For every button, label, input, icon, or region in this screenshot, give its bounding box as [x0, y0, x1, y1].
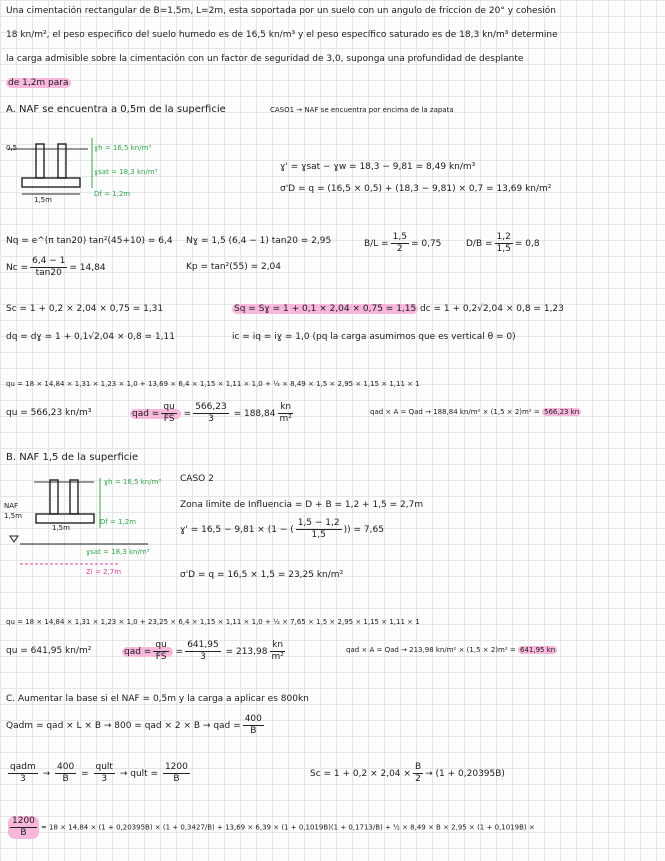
gamma-sat-label-a: ɣsat = 18,3 kn/m³ — [94, 168, 158, 176]
qult-eq: $\frac{\text{qadm}}{3}$ → $\frac{400}{B}$ = $\frac{\text{qult}}{3}$ → qult = $\frac{1200}{B}$ — [10, 762, 188, 784]
problem-line-3: la carga admisible sobre la cimentación con un factor de seguridad de 3,0, suponga una profundidad de desplante — [6, 54, 524, 64]
factor-kp: Kp = tan²(55) = 2,04 — [186, 262, 282, 272]
qu-value-a: qu = 566,23 kn/m³ — [6, 408, 92, 418]
qad-area-b: qad × A = Qad → 213,98 kn/m² × (1,5 × 2)m² = 641,95 kn — [346, 646, 556, 654]
final-eq-c: $\frac{1200}{B}$ = 18 × 14,84 × (1 + 0,20395B) × (1 + 0,3427/B) + 13,69 × 6,39 × (1 + 0,1019B)(1 + 0,1713/B) + ½ × 8,49 × B × 2,95 × (1 + 0,1019B) × — [6, 816, 535, 839]
factor-sq: Sq = Sɣ = 1 + 0,1 × 2,04 × 0,75 = 1,15 — [234, 304, 417, 314]
zona-influencia: Zona limite de Influencia = D + B = 1,2 + 1,5 = 2,7m — [180, 500, 424, 510]
qu-expression-a: qu = 18 × 14,84 × 1,31 × 1,23 × 1,0 + 13,69 × 6,4 × 1,15 × 1,11 × 1,0 + ½ × 8,49 × 1,5 × 2,95 × 1,15 × 1,11 × 1 — [6, 380, 420, 388]
gamma-h-label-a: ɣh = 16,5 kn/m³ — [94, 144, 152, 152]
qad-a: qad = $\frac{qu}{FS}$ = $\frac{566,23}{3}$ = 188,84 $\frac{kn}{\text{m²}}$ — [132, 402, 292, 424]
problem-line-4: de 1,2m para — [8, 78, 69, 88]
factor-dq: dq = dɣ = 1 + 0,1√2,04 × 0,8 = 1,11 — [6, 332, 175, 342]
naf-label-b: NAF — [4, 502, 19, 510]
qu-value-b: qu = 641,95 kn/m² — [6, 646, 92, 656]
gamma-sat-label-b: ɣsat = 18,3 kn/m³ — [86, 548, 150, 556]
problem-line-2: 18 kn/m², el peso especifico del suelo humedo es de 16,5 kn/m³ y el peso específico saturado es de 18,3 kn/m³ determine — [6, 30, 558, 40]
qad-area-a: qad × A = Qad → 188,84 kn/m² × (1,5 × 2)m² = 566,23 kn — [370, 408, 580, 416]
eq-gamma-prime-a: ɣ' = ɣsat − ɣw = 18,3 − 9,81 = 8,49 kn/m³ — [280, 162, 476, 172]
gamma-h-label-b: ɣh = 16,5 kn/m³ — [104, 478, 162, 486]
eq-gamma-prime-b: ɣ' = 16,5 − 9,81 × (1 − ( $\frac{1,5 - 1,2}{1,5}$ )) = 7,65 — [180, 518, 384, 540]
section-a-case: CASO1 → NAF se encuentra por encima de la zapata — [270, 106, 454, 114]
depth-label-a: 0,5 — [6, 144, 18, 152]
df-label-b: Df = 1,2m — [100, 518, 137, 526]
factor-dc: dc = 1 + 0,2√2,04 × 0,8 = 1,23 — [420, 304, 564, 314]
ratio-db: D/B = $\frac{1,2}{1,5}$ = 0,8 — [466, 232, 540, 254]
naf-depth-b: 1,5m — [4, 512, 22, 520]
problem-line-1: Una cimentación rectangular de B=1,5m, L=2m, esta soportada por un suelo con un angulo de friccion de 20° y cohesión — [6, 6, 556, 16]
section-b-case: CASO 2 — [180, 474, 214, 484]
width-label-a: 1,5m — [34, 196, 52, 204]
ratio-bl: B/L = $\frac{1,5}{2}$ = 0,75 — [364, 232, 442, 254]
width-label-b: 1,5m — [52, 524, 70, 532]
factor-ic: ic = iq = iɣ = 1,0 (pq la carga asumimos que es vertical θ = 0) — [232, 332, 516, 342]
qu-expression-b: qu = 18 × 14,84 × 1,31 × 1,23 × 1,0 + 23,25 × 6,4 × 1,15 × 1,11 × 1,0 + ½ × 7,65 × 1,5 × 2,95 × 1,15 × 1,11 × 1 — [6, 618, 420, 626]
factor-nq: Nq = e^(π tan20) tan²(45+10) = 6,4 — [6, 236, 173, 246]
section-a-title: A. NAF se encuentra a 0,5m de la superficie — [6, 104, 226, 115]
eq-q-b: σ'D = q = 16,5 × 1,5 = 23,25 kn/m² — [180, 570, 344, 580]
section-b-title: B. NAF 1,5 de la superficie — [6, 452, 139, 463]
zi-label-b: Zi = 2,7m — [86, 568, 122, 576]
section-c-title: C. Aumentar la base si el NAF = 0,5m y la carga a aplicar es 800kn — [6, 694, 309, 704]
sc-eq-c: Sc = 1 + 0,2 × 2,04 × $\frac{B}{2}$ → (1 + 0,20395B) — [310, 762, 505, 784]
factor-sc: Sc = 1 + 0,2 × 2,04 × 0,75 = 1,31 — [6, 304, 164, 314]
eq-q-a: σ'D = q = (16,5 × 0,5) + (18,3 − 9,81) × 0,7 = 13,69 kn/m² — [280, 184, 552, 194]
qad-b: qad = $\frac{qu}{FS}$ = $\frac{641,95}{3}$ = 213,98 $\frac{kn}{\text{m²}}$ — [124, 640, 284, 662]
factor-nc: Nc = $\frac{6,4 - 1}{\tan 20}$ = 14,84 — [6, 256, 106, 278]
factor-ngamma: Nɣ = 1,5 (6,4 − 1) tan20 = 2,95 — [186, 236, 332, 246]
qadm-eq: Qadm = qad × L × B → 800 = qad × 2 × B → qad = $\frac{400}{B}$ — [6, 714, 262, 736]
df-label-a: Df = 1,2m — [94, 190, 131, 198]
